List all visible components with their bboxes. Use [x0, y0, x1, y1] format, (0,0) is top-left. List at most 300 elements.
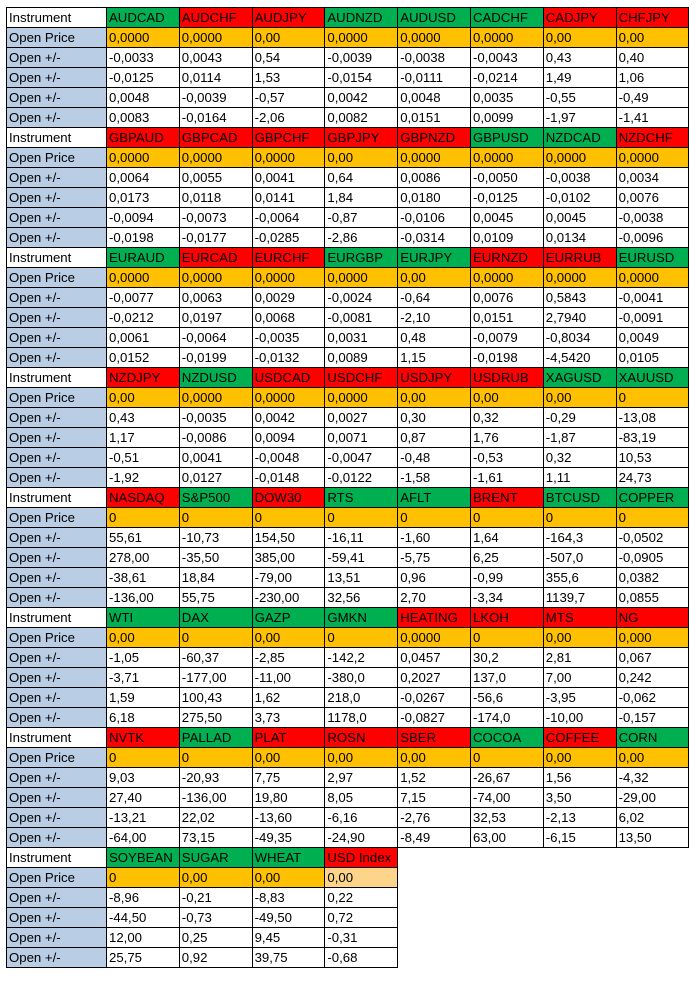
open-price-cell[interactable]: 0,0000 [252, 148, 325, 168]
instrument-name-cell[interactable]: PALLAD [179, 728, 252, 748]
open-change-cell[interactable]: -0,57 [252, 88, 325, 108]
open-price-cell[interactable]: 0,00 [179, 868, 252, 888]
open-change-label[interactable]: Open +/- [7, 448, 107, 468]
open-change-cell[interactable]: 1139,7 [543, 588, 616, 608]
open-change-cell[interactable]: 278,00 [107, 548, 180, 568]
open-change-cell[interactable]: -0,0285 [252, 228, 325, 248]
open-change-cell[interactable]: 10,53 [616, 448, 689, 468]
open-change-label[interactable]: Open +/- [7, 228, 107, 248]
instrument-name-cell[interactable]: AUDCHF [179, 8, 252, 28]
open-change-cell[interactable]: 0,0064 [107, 168, 180, 188]
open-change-cell[interactable]: -1,41 [616, 108, 689, 128]
open-change-cell[interactable]: -0,0038 [398, 48, 471, 68]
open-price-cell[interactable]: 0 [107, 748, 180, 768]
open-change-cell[interactable]: 0,0041 [252, 168, 325, 188]
open-price-cell[interactable]: 0,0000 [616, 268, 689, 288]
open-price-cell[interactable]: 0 [470, 748, 543, 768]
open-change-cell[interactable]: 1,84 [325, 188, 398, 208]
open-change-cell[interactable]: 1,15 [398, 348, 471, 368]
open-price-cell[interactable]: 0,00 [543, 628, 616, 648]
open-change-cell[interactable]: 0,0094 [252, 428, 325, 448]
open-price-cell[interactable]: 0,00 [107, 388, 180, 408]
open-change-cell[interactable]: -10,00 [543, 708, 616, 728]
open-change-cell[interactable]: -0,0041 [616, 288, 689, 308]
instrument-name-cell[interactable]: SBER [398, 728, 471, 748]
open-change-cell[interactable]: 9,03 [107, 768, 180, 788]
open-change-cell[interactable]: 0,0076 [616, 188, 689, 208]
open-change-label[interactable]: Open +/- [7, 708, 107, 728]
open-change-label[interactable]: Open +/- [7, 588, 107, 608]
open-price-cell[interactable]: 0 [325, 508, 398, 528]
open-change-cell[interactable]: 137,0 [470, 668, 543, 688]
open-change-cell[interactable]: 0,0855 [616, 588, 689, 608]
open-change-cell[interactable]: -4,32 [616, 768, 689, 788]
open-price-cell[interactable]: 0 [325, 628, 398, 648]
open-change-cell[interactable]: -0,0079 [470, 328, 543, 348]
open-change-cell[interactable]: -177,00 [179, 668, 252, 688]
open-change-cell[interactable]: -64,00 [107, 828, 180, 848]
open-change-cell[interactable]: -20,93 [179, 768, 252, 788]
open-change-cell[interactable]: -0,0035 [252, 328, 325, 348]
open-change-cell[interactable]: 24,73 [616, 468, 689, 488]
open-change-cell[interactable]: 100,43 [179, 688, 252, 708]
open-change-cell[interactable]: 0,43 [107, 408, 180, 428]
open-change-cell[interactable]: -0,0502 [616, 528, 689, 548]
open-change-label[interactable]: Open +/- [7, 568, 107, 588]
open-change-cell[interactable]: -79,00 [252, 568, 325, 588]
instrument-name-cell[interactable]: DOW30 [252, 488, 325, 508]
open-price-cell[interactable]: 0,00 [252, 868, 325, 888]
instrument-name-cell[interactable]: GBPCHF [252, 128, 325, 148]
open-price-cell[interactable]: 0 [179, 748, 252, 768]
open-change-cell[interactable]: -136,00 [179, 788, 252, 808]
open-change-cell[interactable]: 1178,0 [325, 708, 398, 728]
open-change-cell[interactable]: 0,22 [325, 888, 398, 908]
open-change-cell[interactable]: -8,49 [398, 828, 471, 848]
open-change-cell[interactable]: -0,0164 [179, 108, 252, 128]
open-change-cell[interactable]: -0,0073 [179, 208, 252, 228]
open-change-cell[interactable]: -0,0132 [252, 348, 325, 368]
open-change-cell[interactable]: 0,32 [543, 448, 616, 468]
open-price-cell[interactable]: 0,00 [470, 388, 543, 408]
open-change-cell[interactable]: 0,87 [398, 428, 471, 448]
open-price-cell[interactable]: 0,00 [252, 28, 325, 48]
open-change-cell[interactable]: 3,73 [252, 708, 325, 728]
open-change-label[interactable]: Open +/- [7, 668, 107, 688]
open-change-cell[interactable]: -0,49 [616, 88, 689, 108]
open-change-cell[interactable]: 6,25 [470, 548, 543, 568]
open-price-label[interactable]: Open Price [7, 868, 107, 888]
open-change-cell[interactable]: -0,0047 [325, 448, 398, 468]
open-change-cell[interactable]: -0,8034 [543, 328, 616, 348]
instrument-name-cell[interactable]: AFLT [398, 488, 471, 508]
open-change-cell[interactable]: -6,15 [543, 828, 616, 848]
open-change-label[interactable]: Open +/- [7, 828, 107, 848]
open-change-cell[interactable]: 13,50 [616, 828, 689, 848]
instrument-name-cell[interactable]: EURCHF [252, 248, 325, 268]
open-change-cell[interactable]: 0,0063 [179, 288, 252, 308]
open-change-cell[interactable]: -0,0212 [107, 308, 180, 328]
open-change-cell[interactable]: -2,10 [398, 308, 471, 328]
open-price-cell[interactable]: 0,0000 [470, 148, 543, 168]
open-price-cell[interactable]: 0,0000 [252, 388, 325, 408]
open-price-cell[interactable]: 0 [398, 508, 471, 528]
open-change-cell[interactable]: -0,0148 [252, 468, 325, 488]
instrument-name-cell[interactable]: NZDJPY [107, 368, 180, 388]
open-change-cell[interactable]: -0,48 [398, 448, 471, 468]
open-change-cell[interactable]: 27,40 [107, 788, 180, 808]
instrument-name-cell[interactable]: EURRUB [543, 248, 616, 268]
open-change-cell[interactable]: 1,62 [252, 688, 325, 708]
open-change-cell[interactable]: -0,68 [325, 948, 398, 968]
open-change-cell[interactable]: -3,95 [543, 688, 616, 708]
open-change-cell[interactable]: -49,35 [252, 828, 325, 848]
instrument-name-cell[interactable]: ROSN [325, 728, 398, 748]
open-price-cell[interactable]: 0,00 [398, 748, 471, 768]
open-change-cell[interactable]: 55,61 [107, 528, 180, 548]
open-change-cell[interactable]: -0,0091 [616, 308, 689, 328]
open-change-cell[interactable]: -29,00 [616, 788, 689, 808]
open-change-cell[interactable]: -3,34 [470, 588, 543, 608]
open-change-label[interactable]: Open +/- [7, 648, 107, 668]
instrument-name-cell[interactable]: NZDUSD [179, 368, 252, 388]
instrument-name-cell[interactable]: EURGBP [325, 248, 398, 268]
instrument-name-cell[interactable]: NZDCHF [616, 128, 689, 148]
open-change-cell[interactable]: 63,00 [470, 828, 543, 848]
instrument-name-cell[interactable]: COCOA [470, 728, 543, 748]
open-price-cell[interactable]: 0,0000 [398, 628, 471, 648]
open-price-cell[interactable]: 0 [179, 628, 252, 648]
open-price-cell[interactable]: 0,0000 [107, 148, 180, 168]
open-change-cell[interactable]: 0,0089 [325, 348, 398, 368]
open-change-cell[interactable]: -1,97 [543, 108, 616, 128]
open-change-cell[interactable]: 0,92 [179, 948, 252, 968]
open-change-cell[interactable]: -142,2 [325, 648, 398, 668]
open-change-cell[interactable]: 32,56 [325, 588, 398, 608]
open-change-cell[interactable]: -0,0827 [398, 708, 471, 728]
open-change-cell[interactable]: -0,0096 [616, 228, 689, 248]
instrument-name-cell[interactable]: SUGAR [179, 848, 252, 868]
open-change-cell[interactable]: 154,50 [252, 528, 325, 548]
open-price-cell[interactable]: 0,0000 [543, 148, 616, 168]
open-change-cell[interactable]: -0,062 [616, 688, 689, 708]
open-change-cell[interactable]: 1,56 [543, 768, 616, 788]
open-change-label[interactable]: Open +/- [7, 68, 107, 88]
open-change-cell[interactable]: -0,0122 [325, 468, 398, 488]
instrument-name-cell[interactable]: BTCUSD [543, 488, 616, 508]
open-change-cell[interactable]: 1,17 [107, 428, 180, 448]
open-change-cell[interactable]: -0,0094 [107, 208, 180, 228]
open-change-cell[interactable]: -1,58 [398, 468, 471, 488]
instrument-name-cell[interactable]: USDCAD [252, 368, 325, 388]
open-change-cell[interactable]: -5,75 [398, 548, 471, 568]
instrument-name-cell[interactable]: BRENT [470, 488, 543, 508]
open-change-cell[interactable]: 0,067 [616, 648, 689, 668]
open-change-cell[interactable]: 275,50 [179, 708, 252, 728]
open-change-cell[interactable]: 1,49 [543, 68, 616, 88]
open-change-label[interactable]: Open +/- [7, 88, 107, 108]
open-change-label[interactable]: Open +/- [7, 928, 107, 948]
open-change-cell[interactable]: 30,2 [470, 648, 543, 668]
instrument-label[interactable]: Instrument [7, 728, 107, 748]
open-change-cell[interactable]: -0,0024 [325, 288, 398, 308]
open-change-cell[interactable]: 0,0043 [179, 48, 252, 68]
open-change-cell[interactable]: -59,41 [325, 548, 398, 568]
open-change-cell[interactable]: -1,05 [107, 648, 180, 668]
instrument-name-cell[interactable]: WHEAT [252, 848, 325, 868]
open-change-cell[interactable]: 2,97 [325, 768, 398, 788]
open-change-cell[interactable]: -0,0086 [179, 428, 252, 448]
open-change-cell[interactable]: 0,0382 [616, 568, 689, 588]
open-change-label[interactable]: Open +/- [7, 408, 107, 428]
open-price-cell[interactable]: 0,00 [325, 868, 398, 888]
open-price-cell[interactable]: 0 [107, 508, 180, 528]
open-change-cell[interactable]: 0,0042 [325, 88, 398, 108]
open-change-label[interactable]: Open +/- [7, 528, 107, 548]
open-change-label[interactable]: Open +/- [7, 908, 107, 928]
instrument-name-cell[interactable]: AUDUSD [398, 8, 471, 28]
open-change-cell[interactable]: 0,0034 [616, 168, 689, 188]
open-change-label[interactable]: Open +/- [7, 688, 107, 708]
instrument-label[interactable]: Instrument [7, 488, 107, 508]
open-price-cell[interactable]: 0 [470, 628, 543, 648]
open-change-cell[interactable]: -0,0039 [179, 88, 252, 108]
open-change-cell[interactable]: -2,86 [325, 228, 398, 248]
instrument-name-cell[interactable]: USDRUB [470, 368, 543, 388]
open-change-label[interactable]: Open +/- [7, 308, 107, 328]
open-change-cell[interactable]: -1,61 [470, 468, 543, 488]
instrument-label[interactable]: Instrument [7, 248, 107, 268]
open-change-cell[interactable]: 0,0151 [470, 308, 543, 328]
open-price-cell[interactable]: 0 [107, 868, 180, 888]
instrument-name-cell[interactable]: USDJPY [398, 368, 471, 388]
open-change-cell[interactable]: -0,0154 [325, 68, 398, 88]
open-price-cell[interactable]: 0,0000 [325, 268, 398, 288]
open-price-cell[interactable]: 0,0000 [107, 28, 180, 48]
open-change-cell[interactable]: 0,0027 [325, 408, 398, 428]
instrument-name-cell[interactable]: DAX [179, 608, 252, 628]
open-change-cell[interactable]: 1,52 [398, 768, 471, 788]
open-change-cell[interactable]: 25,75 [107, 948, 180, 968]
instrument-name-cell[interactable]: GMKN [325, 608, 398, 628]
instrument-name-cell[interactable]: WTI [107, 608, 180, 628]
open-change-cell[interactable]: 1,59 [107, 688, 180, 708]
open-price-cell[interactable]: 0,00 [252, 628, 325, 648]
open-change-cell[interactable]: -0,64 [398, 288, 471, 308]
open-price-cell[interactable]: 0,0000 [470, 28, 543, 48]
instrument-name-cell[interactable]: CORN [616, 728, 689, 748]
instrument-name-cell[interactable]: COFFEE [543, 728, 616, 748]
open-change-cell[interactable]: -0,99 [470, 568, 543, 588]
open-change-label[interactable]: Open +/- [7, 188, 107, 208]
instrument-name-cell[interactable]: NASDAQ [107, 488, 180, 508]
open-price-cell[interactable]: 0,00 [325, 148, 398, 168]
open-change-cell[interactable]: 55,75 [179, 588, 252, 608]
open-change-cell[interactable]: -1,87 [543, 428, 616, 448]
open-change-cell[interactable]: -2,13 [543, 808, 616, 828]
open-change-label[interactable]: Open +/- [7, 428, 107, 448]
open-change-cell[interactable]: -38,61 [107, 568, 180, 588]
instrument-name-cell[interactable]: LKOH [470, 608, 543, 628]
open-change-cell[interactable]: 32,53 [470, 808, 543, 828]
instrument-name-cell[interactable]: GBPJPY [325, 128, 398, 148]
open-change-cell[interactable]: 0,54 [252, 48, 325, 68]
open-change-cell[interactable]: -0,0043 [470, 48, 543, 68]
open-price-cell[interactable]: 0,0000 [398, 148, 471, 168]
open-change-cell[interactable]: -13,08 [616, 408, 689, 428]
open-change-cell[interactable]: 0,0082 [325, 108, 398, 128]
open-change-cell[interactable]: -0,0267 [398, 688, 471, 708]
open-change-cell[interactable]: 2,7940 [543, 308, 616, 328]
open-price-label[interactable]: Open Price [7, 388, 107, 408]
open-price-cell[interactable]: 0,00 [543, 748, 616, 768]
open-price-cell[interactable]: 0 [543, 508, 616, 528]
open-change-cell[interactable]: -0,0905 [616, 548, 689, 568]
instrument-name-cell[interactable]: CADCHF [470, 8, 543, 28]
open-price-label[interactable]: Open Price [7, 268, 107, 288]
open-price-cell[interactable]: 0 [616, 508, 689, 528]
open-change-cell[interactable]: 7,75 [252, 768, 325, 788]
open-change-cell[interactable]: -44,50 [107, 908, 180, 928]
open-change-cell[interactable]: 0,0076 [470, 288, 543, 308]
open-change-cell[interactable]: 6,02 [616, 808, 689, 828]
instrument-name-cell[interactable]: AUDNZD [325, 8, 398, 28]
instrument-name-cell[interactable]: GBPNZD [398, 128, 471, 148]
open-change-label[interactable]: Open +/- [7, 48, 107, 68]
instrument-name-cell[interactable]: XAUUSD [616, 368, 689, 388]
open-price-cell[interactable]: 0,0000 [325, 388, 398, 408]
open-change-cell[interactable]: 73,15 [179, 828, 252, 848]
open-change-cell[interactable]: 0,0127 [179, 468, 252, 488]
open-change-cell[interactable]: 0,0042 [252, 408, 325, 428]
open-change-cell[interactable]: -0,0198 [107, 228, 180, 248]
open-change-cell[interactable]: -2,06 [252, 108, 325, 128]
instrument-label[interactable]: Instrument [7, 8, 107, 28]
open-change-cell[interactable]: -60,37 [179, 648, 252, 668]
open-change-cell[interactable]: -0,0106 [398, 208, 471, 228]
open-change-cell[interactable]: 0,0151 [398, 108, 471, 128]
open-change-cell[interactable]: 13,51 [325, 568, 398, 588]
instrument-name-cell[interactable]: MTS [543, 608, 616, 628]
instrument-name-cell[interactable]: EURUSD [616, 248, 689, 268]
open-change-cell[interactable]: -56,6 [470, 688, 543, 708]
open-change-cell[interactable]: -4,5420 [543, 348, 616, 368]
open-change-cell[interactable]: -8,96 [107, 888, 180, 908]
instrument-name-cell[interactable]: EURAUD [107, 248, 180, 268]
open-change-cell[interactable]: 0,48 [398, 328, 471, 348]
instrument-name-cell[interactable]: AUDCAD [107, 8, 180, 28]
open-change-cell[interactable]: 0,5843 [543, 288, 616, 308]
open-change-cell[interactable]: -230,00 [252, 588, 325, 608]
open-change-cell[interactable]: 3,50 [543, 788, 616, 808]
open-change-cell[interactable]: -0,0048 [252, 448, 325, 468]
open-change-cell[interactable]: 0,242 [616, 668, 689, 688]
open-change-cell[interactable]: 0,0180 [398, 188, 471, 208]
open-change-cell[interactable]: -174,0 [470, 708, 543, 728]
open-change-cell[interactable]: -35,50 [179, 548, 252, 568]
open-change-cell[interactable]: 0,0035 [470, 88, 543, 108]
open-change-cell[interactable]: -0,0111 [398, 68, 471, 88]
open-change-cell[interactable]: 355,6 [543, 568, 616, 588]
instrument-name-cell[interactable]: USDCHF [325, 368, 398, 388]
open-price-cell[interactable]: 0,00 [398, 388, 471, 408]
instrument-name-cell[interactable]: EURCAD [179, 248, 252, 268]
open-change-cell[interactable]: -164,3 [543, 528, 616, 548]
instrument-name-cell[interactable]: HEATING [398, 608, 471, 628]
open-price-cell[interactable]: 0,00 [616, 748, 689, 768]
instrument-name-cell[interactable]: RTS [325, 488, 398, 508]
open-change-cell[interactable]: -1,60 [398, 528, 471, 548]
open-price-cell[interactable]: 0,0000 [470, 268, 543, 288]
open-change-cell[interactable]: -0,0077 [107, 288, 180, 308]
open-price-cell[interactable]: 0,0000 [543, 268, 616, 288]
instrument-name-cell[interactable]: SOYBEAN [107, 848, 180, 868]
open-change-cell[interactable]: 39,75 [252, 948, 325, 968]
open-change-label[interactable]: Open +/- [7, 108, 107, 128]
open-price-cell[interactable]: 0 [616, 388, 689, 408]
open-change-label[interactable]: Open +/- [7, 348, 107, 368]
open-change-cell[interactable]: -0,0035 [179, 408, 252, 428]
open-change-label[interactable]: Open +/- [7, 888, 107, 908]
open-change-cell[interactable]: 0,0029 [252, 288, 325, 308]
instrument-name-cell[interactable]: PLAT [252, 728, 325, 748]
open-change-cell[interactable]: 1,64 [470, 528, 543, 548]
open-change-cell[interactable]: 19,80 [252, 788, 325, 808]
open-price-cell[interactable]: 0,0000 [325, 28, 398, 48]
open-change-cell[interactable]: -13,21 [107, 808, 180, 828]
open-change-cell[interactable]: 0,30 [398, 408, 471, 428]
open-change-cell[interactable]: -0,55 [543, 88, 616, 108]
open-change-cell[interactable]: 9,45 [252, 928, 325, 948]
open-price-label[interactable]: Open Price [7, 148, 107, 168]
open-change-cell[interactable]: 0,0061 [107, 328, 180, 348]
open-change-cell[interactable]: 0,0152 [107, 348, 180, 368]
open-change-cell[interactable]: -0,0125 [470, 188, 543, 208]
open-change-cell[interactable]: 0,0049 [616, 328, 689, 348]
open-change-cell[interactable]: -507,0 [543, 548, 616, 568]
open-change-cell[interactable]: -0,73 [179, 908, 252, 928]
open-change-cell[interactable]: 0,96 [398, 568, 471, 588]
open-price-cell[interactable]: 0,00 [543, 28, 616, 48]
open-change-cell[interactable]: 22,02 [179, 808, 252, 828]
open-price-cell[interactable]: 0,0000 [179, 148, 252, 168]
instrument-name-cell[interactable]: COPPER [616, 488, 689, 508]
open-change-cell[interactable]: 0,40 [616, 48, 689, 68]
open-change-cell[interactable]: 0,0045 [470, 208, 543, 228]
open-change-cell[interactable]: -0,0198 [470, 348, 543, 368]
open-change-cell[interactable]: -0,0038 [616, 208, 689, 228]
open-change-cell[interactable]: -0,21 [179, 888, 252, 908]
open-change-label[interactable]: Open +/- [7, 548, 107, 568]
open-change-cell[interactable]: -0,51 [107, 448, 180, 468]
open-change-cell[interactable]: 0,0099 [470, 108, 543, 128]
open-change-cell[interactable]: -380,0 [325, 668, 398, 688]
open-price-cell[interactable]: 0,000 [616, 628, 689, 648]
open-price-cell[interactable]: 0,00 [107, 628, 180, 648]
open-change-cell[interactable]: -0,0038 [543, 168, 616, 188]
open-change-cell[interactable]: 6,18 [107, 708, 180, 728]
open-price-cell[interactable]: 0 [470, 508, 543, 528]
open-change-cell[interactable]: 0,0141 [252, 188, 325, 208]
open-change-cell[interactable]: -136,00 [107, 588, 180, 608]
open-price-cell[interactable]: 0 [179, 508, 252, 528]
open-change-cell[interactable]: 0,32 [470, 408, 543, 428]
open-change-cell[interactable]: 0,0068 [252, 308, 325, 328]
open-change-cell[interactable]: 385,00 [252, 548, 325, 568]
open-change-cell[interactable]: -49,50 [252, 908, 325, 928]
open-price-cell[interactable]: 0,0000 [616, 148, 689, 168]
open-change-cell[interactable]: 0,2027 [398, 668, 471, 688]
